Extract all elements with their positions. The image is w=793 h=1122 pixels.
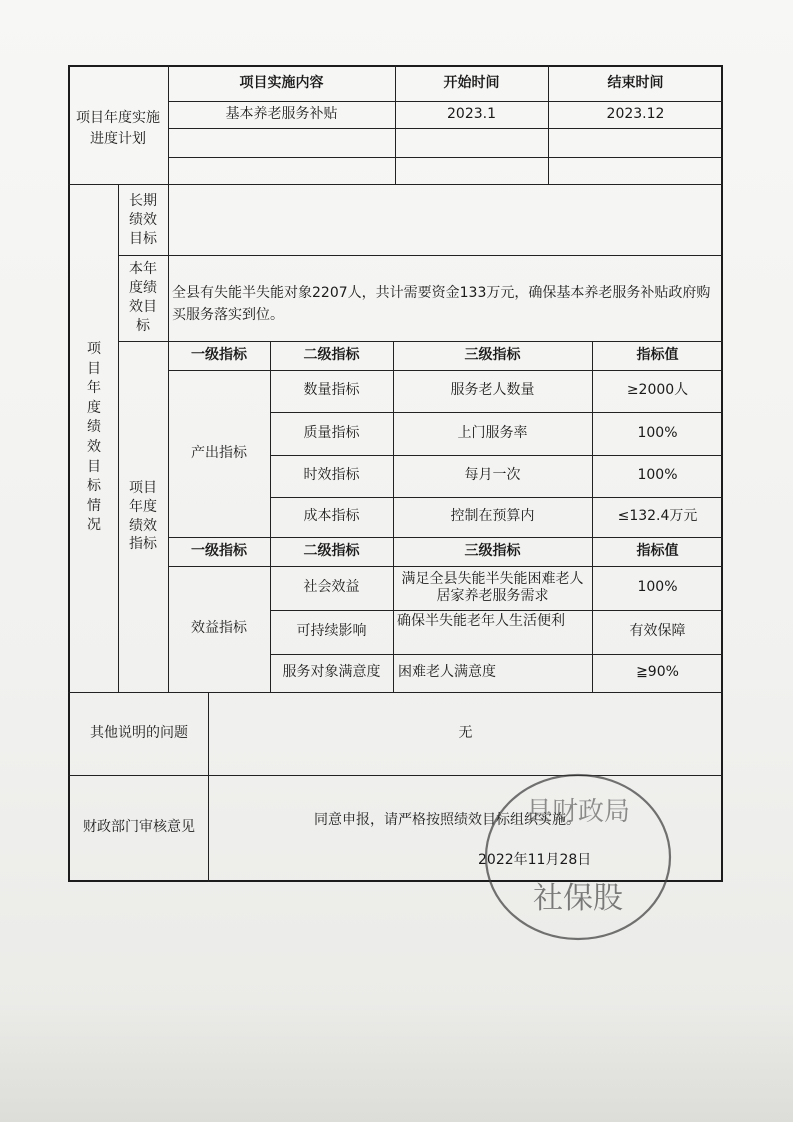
benefit-header-level2: 二级指标 bbox=[303, 542, 360, 559]
long-term-goal-label: 长期绩效目标 bbox=[129, 193, 157, 247]
table-row-value: ≤132.4万元 bbox=[617, 508, 698, 525]
table-row-level2: 服务对象满意度 bbox=[282, 664, 381, 681]
table-row-level2: 质量指标 bbox=[303, 424, 360, 441]
table-row-level2: 成本指标 bbox=[303, 508, 360, 525]
svg-text:社保股: 社保股 bbox=[533, 881, 623, 916]
plan-row-end: 2023.12 bbox=[606, 105, 665, 122]
output-header-level2: 二级指标 bbox=[303, 346, 360, 363]
table-row-level3: 控制在预算内 bbox=[450, 508, 535, 525]
indicators-label: 项目年度绩效指标 bbox=[129, 479, 157, 553]
finance-label: 财政部门审核意见 bbox=[83, 818, 195, 835]
table-row-level2: 可持续影响 bbox=[296, 623, 367, 640]
rule bbox=[168, 157, 723, 158]
plan-header-end: 结束时间 bbox=[607, 75, 664, 92]
table-row-level2: 社会效益 bbox=[303, 579, 360, 596]
benefit-header-level3: 三级指标 bbox=[464, 542, 521, 559]
benefit-header-value: 指标值 bbox=[636, 542, 679, 559]
table-row-level3: 上门服务率 bbox=[457, 424, 528, 441]
plan-header-content: 项目实施内容 bbox=[239, 75, 324, 92]
rule bbox=[168, 128, 723, 129]
output-header-value: 指标值 bbox=[636, 346, 679, 363]
output-header-level3: 三级指标 bbox=[464, 346, 521, 363]
finance-opinion: 同意申报，请严格按照绩效目标组织实施。 bbox=[314, 812, 580, 828]
table-row-value: ≥2000人 bbox=[626, 382, 689, 399]
rule bbox=[118, 255, 723, 256]
table-row-level3: 服务老人数量 bbox=[450, 382, 535, 399]
table-row-level3: 困难老人满意度 bbox=[398, 664, 496, 680]
benefit-level1: 效益指标 bbox=[191, 620, 247, 637]
table-row-level3: 每月一次 bbox=[464, 467, 521, 484]
table-row-value: 有效保障 bbox=[629, 623, 686, 640]
plan-header-start: 开始时间 bbox=[443, 75, 500, 92]
rule bbox=[168, 184, 169, 341]
output-level1: 产出指标 bbox=[191, 444, 247, 461]
plan-row-content: 基本养老服务补贴 bbox=[225, 105, 338, 122]
table-row-value: 100% bbox=[637, 579, 678, 596]
benefit-header-level1: 一级指标 bbox=[191, 542, 247, 559]
table-row-level2: 数量指标 bbox=[303, 382, 360, 399]
svg-text:县财政局: 县财政局 bbox=[525, 797, 631, 827]
table-row-value: 100% bbox=[637, 424, 678, 441]
table-row-value: ≧90% bbox=[636, 664, 679, 681]
annual-goal-value: 全县有失能半失能对象2207人，共计需要资金133万元，确保基本养老服务补贴政府购买服务落实到位。 bbox=[172, 285, 711, 323]
table-row-level3: 确保半失能老年人生活便利 bbox=[397, 613, 565, 629]
rule bbox=[68, 184, 723, 185]
plan-row-start: 2023.1 bbox=[447, 105, 496, 122]
goals-section-label: 项目年度绩效目标情况 bbox=[87, 341, 101, 534]
table-row-value: 100% bbox=[637, 467, 678, 484]
table-row-level2: 时效指标 bbox=[303, 467, 360, 484]
page-shadow bbox=[0, 1002, 793, 1122]
plan-section-label: 项目年度实施进度计划 bbox=[76, 110, 160, 147]
finance-date: 2022年11月28日 bbox=[478, 852, 592, 868]
other-label: 其他说明的问题 bbox=[90, 724, 188, 741]
annual-goal-label: 本年度绩效目标 bbox=[129, 261, 157, 334]
other-value: 无 bbox=[458, 724, 473, 741]
table-row-level3: 满足全县失能半失能困难老人居家养老服务需求 bbox=[401, 570, 584, 604]
official-seal-stamp bbox=[478, 768, 678, 946]
output-header-level1: 一级指标 bbox=[191, 346, 247, 363]
